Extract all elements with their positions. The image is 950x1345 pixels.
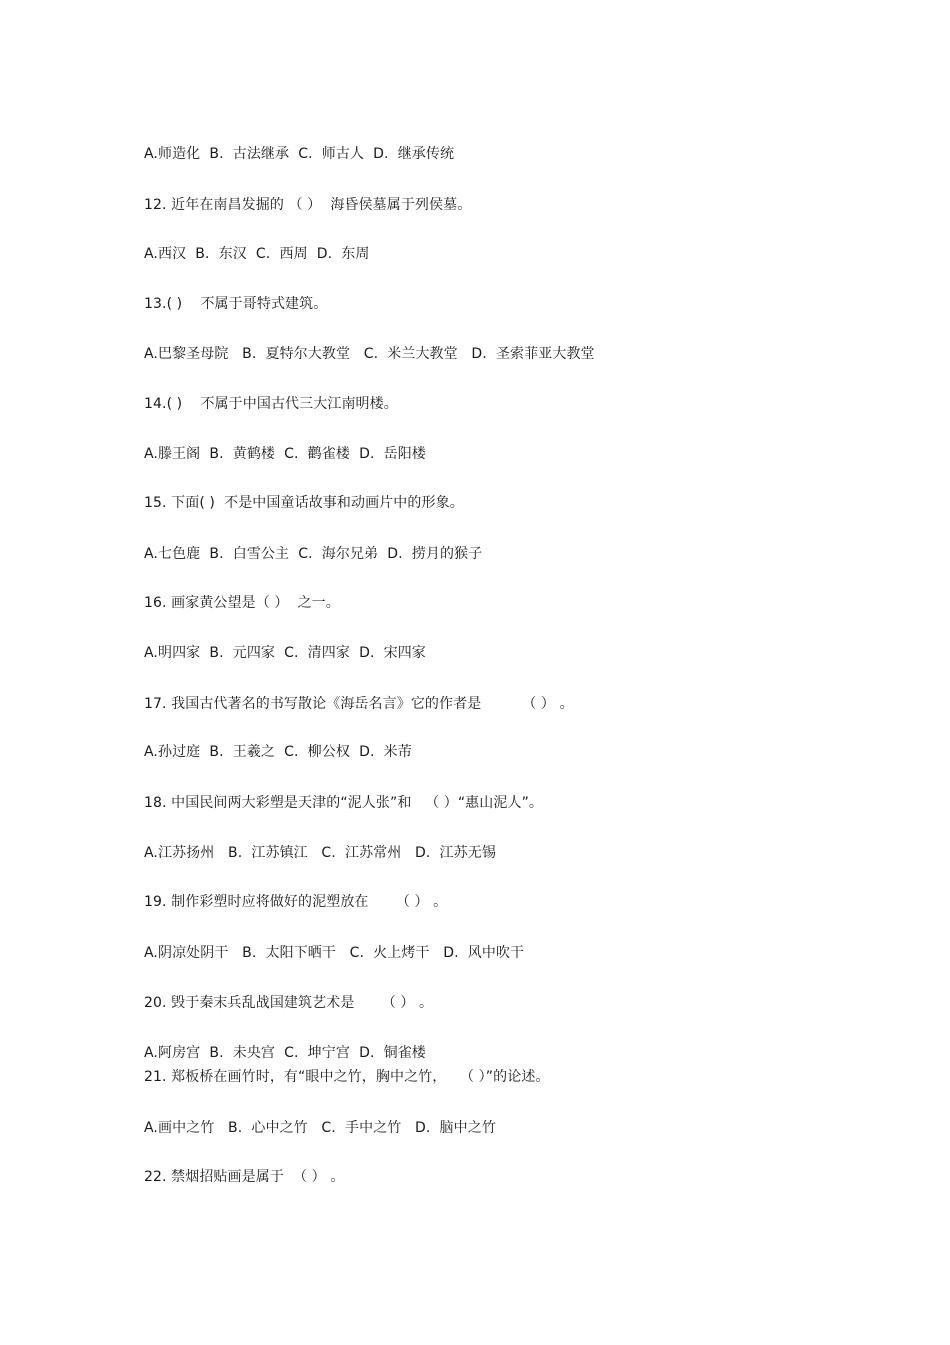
answer-options-20: A.阿房宫 B. 未央宫 C. 坤宁宫 D. 铜雀楼 [144, 1045, 426, 1061]
answer-options-19: A.阴凉处阴干 B. 太阳下晒干 C. 火上烤干 D. 风中吹干 [144, 945, 525, 961]
answer-options-14: A.滕王阁 B. 黄鹤楼 C. 鹳雀楼 D. 岳阳楼 [144, 446, 426, 462]
answer-options-21: A.画中之竹 B. 心中之竹 C. 手中之竹 D. 脑中之竹 [144, 1120, 496, 1136]
question-22: 22. 禁烟招贴画是属于 （ ） 。 [144, 1169, 345, 1185]
question-18: 18. 中国民间两大彩塑是天津的“泥人张”和 （ ）“惠山泥人”。 [144, 795, 544, 811]
question-21: 21. 郑板桥在画竹时，有“眼中之竹，胸中之竹， （ ）”的论述。 [144, 1069, 550, 1085]
question-13: 13.( ) 不属于哥特式建筑。 [144, 296, 328, 312]
answer-options-15: A.七色鹿 B. 白雪公主 C. 海尔兄弟 D. 捞月的猴子 [144, 546, 483, 562]
question-17: 17. 我国古代著名的书写散论《海岳名言》它的作者是 （ ） 。 [144, 696, 574, 712]
answer-options-18: A.江苏扬州 B. 江苏镇江 C. 江苏常州 D. 江苏无锡 [144, 845, 496, 861]
answer-options-11: A.师造化 B. 古法继承 C. 师古人 D. 继承传统 [144, 146, 455, 162]
answer-options-12: A.西汉 B. 东汉 C. 西周 D. 东周 [144, 246, 370, 262]
answer-options-16: A.明四家 B. 元四家 C. 清四家 D. 宋四家 [144, 645, 426, 661]
question-14: 14.( ) 不属于中国古代三大江南明楼。 [144, 396, 398, 412]
answer-options-17: A.孙过庭 B. 王羲之 C. 柳公权 D. 米芾 [144, 744, 412, 760]
question-20: 20. 毁于秦末兵乱战国建筑艺术是 （ ） 。 [144, 995, 434, 1011]
question-16: 16. 画家黄公望是（ ） 之一。 [144, 595, 340, 611]
question-12: 12. 近年在南昌发掘的 （ ） 海昏侯墓属于列侯墓。 [144, 197, 472, 213]
answer-options-13: A.巴黎圣母院 B. 夏特尔大教堂 C. 米兰大教堂 D. 圣索菲亚大教堂 [144, 346, 595, 362]
question-15: 15. 下面( ) 不是中国童话故事和动画片中的形象。 [144, 495, 464, 511]
question-19: 19. 制作彩塑时应将做好的泥塑放在 （ ） 。 [144, 894, 448, 910]
